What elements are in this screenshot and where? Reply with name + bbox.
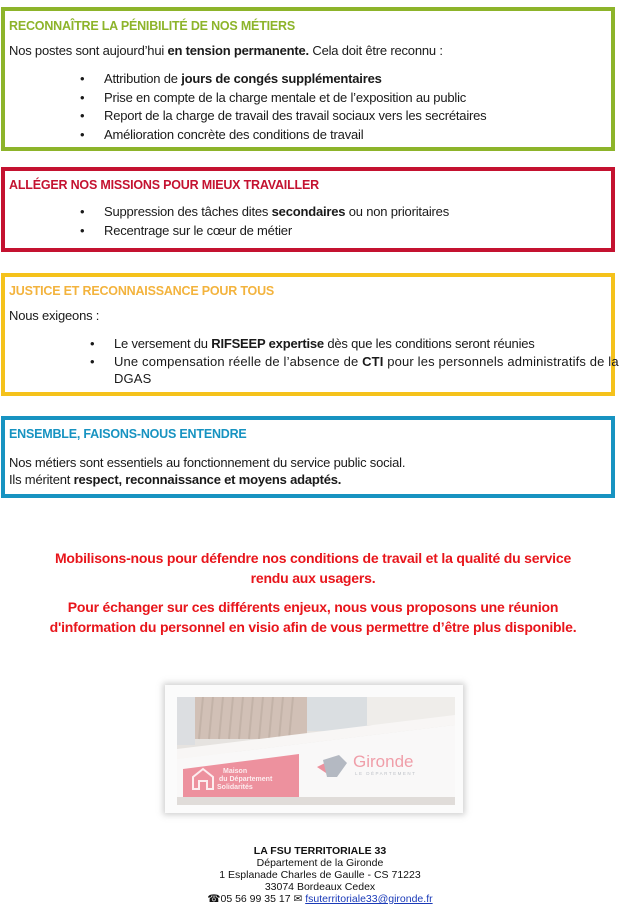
sign-text: du Département <box>219 776 273 783</box>
section-title: JUSTICE ET RECONNAISSANCE POUR TOUS <box>9 284 275 298</box>
footer-contact <box>0 845 626 905</box>
list-item <box>80 222 449 241</box>
cta-mobilisation <box>0 548 626 588</box>
item-text: Attribution de <box>104 71 182 86</box>
item-text: Report de la charge de travail des travail sociaux vers les secrétaires <box>104 108 487 123</box>
footer-city: 33074 Bordeaux Cedex <box>264 881 376 893</box>
building-photo-frame <box>165 685 463 813</box>
bullet-list <box>80 203 449 240</box>
cta-line: Mobilisons-nous pour défendre nos conditions de travail et la qualité du service <box>54 550 572 566</box>
intro-bold: en tension permanente. <box>167 43 309 58</box>
section-line-2 <box>9 471 341 488</box>
item-text-after: ou non prioritaires <box>345 204 449 219</box>
bullet-list <box>90 335 619 388</box>
item-bold: jours de congés supplémentaires <box>181 71 382 86</box>
list-item <box>80 126 486 145</box>
item-text-after: pour les personnels administratifs de la <box>383 353 619 369</box>
list-item <box>80 89 486 108</box>
footer-phone: 05 56 99 35 17 <box>220 893 291 905</box>
footer-email-link[interactable]: fsuterritoriale33@gironde.fr <box>305 893 433 905</box>
photo-illustration <box>177 697 455 805</box>
cta-line: d'information du personnel en visio afin de vous permettre d’être plus disponible. <box>49 619 577 635</box>
sign-text: Maison <box>223 768 248 775</box>
list-item <box>90 353 619 388</box>
line-bold: respect, reconnaissance et moyens adaptés. <box>73 472 342 487</box>
item-text: Suppression des tâches dites <box>104 204 272 219</box>
section-title: ALLÉGER NOS MISSIONS POUR MIEUX TRAVAILLER <box>9 178 319 192</box>
item-text: Recentrage sur le cœur de métier <box>104 222 292 238</box>
item-text: Prise en compte de la charge mentale et de l’exposition au public <box>104 89 467 105</box>
section-justice <box>1 273 619 396</box>
item-text: Le versement du <box>114 336 212 351</box>
section-penibilite <box>1 7 615 151</box>
footer-contact-line <box>0 893 626 905</box>
gironde-logo-sub: LE DÉPARTEMENT <box>355 771 417 776</box>
list-item <box>80 107 486 126</box>
building-photo <box>177 697 455 805</box>
cta-reunion <box>0 597 626 637</box>
item-text-continued: DGAS <box>114 371 152 386</box>
list-item <box>80 70 486 89</box>
section-title: ENSEMBLE, FAISONS-NOUS ENTENDRE <box>9 427 247 441</box>
item-bold: RIFSEEP expertise <box>211 336 324 351</box>
footer-dept: Département de la Gironde <box>256 857 384 869</box>
cta-line: rendu aux usagers. <box>250 570 376 586</box>
footer-address: 1 Esplanade Charles de Gaulle - CS 71223 <box>219 869 421 881</box>
section-intro <box>9 42 443 59</box>
sign-text: Solidarités <box>217 784 253 791</box>
section-line-1: Nos métiers sont essentiels au fonctionnement du service public social. <box>9 455 406 470</box>
gironde-logo-text: Gironde <box>353 752 414 771</box>
mail-icon: ✉ <box>293 893 303 905</box>
intro-text: Nos postes sont aujourd’hui <box>9 43 168 58</box>
list-item <box>90 335 619 353</box>
section-title: RECONNAÎTRE LA PÉNIBILITÉ DE NOS MÉTIERS <box>9 19 296 33</box>
section-intro: Nous exigeons : <box>9 308 100 323</box>
item-bold: CTI <box>362 353 384 369</box>
list-item <box>80 203 449 222</box>
intro-text-after: Cela doit être reconnu : <box>308 43 443 58</box>
item-text: Une compensation réelle de l’absence de <box>114 353 363 369</box>
item-bold: secondaires <box>271 204 346 219</box>
bullet-list <box>80 70 486 144</box>
item-text-after: dès que les conditions seront réunies <box>323 336 535 351</box>
section-ensemble <box>1 416 615 498</box>
footer-org: LA FSU TERRITORIALE 33 <box>253 845 387 857</box>
section-alleger-missions <box>1 167 615 252</box>
cta-line: Pour échanger sur ces différents enjeux, nous vous proposons une réunion <box>67 599 559 615</box>
line-text: Ils méritent <box>9 472 74 487</box>
phone-icon: ☎ <box>207 893 221 905</box>
item-text: Amélioration concrète des conditions de travail <box>104 126 364 142</box>
